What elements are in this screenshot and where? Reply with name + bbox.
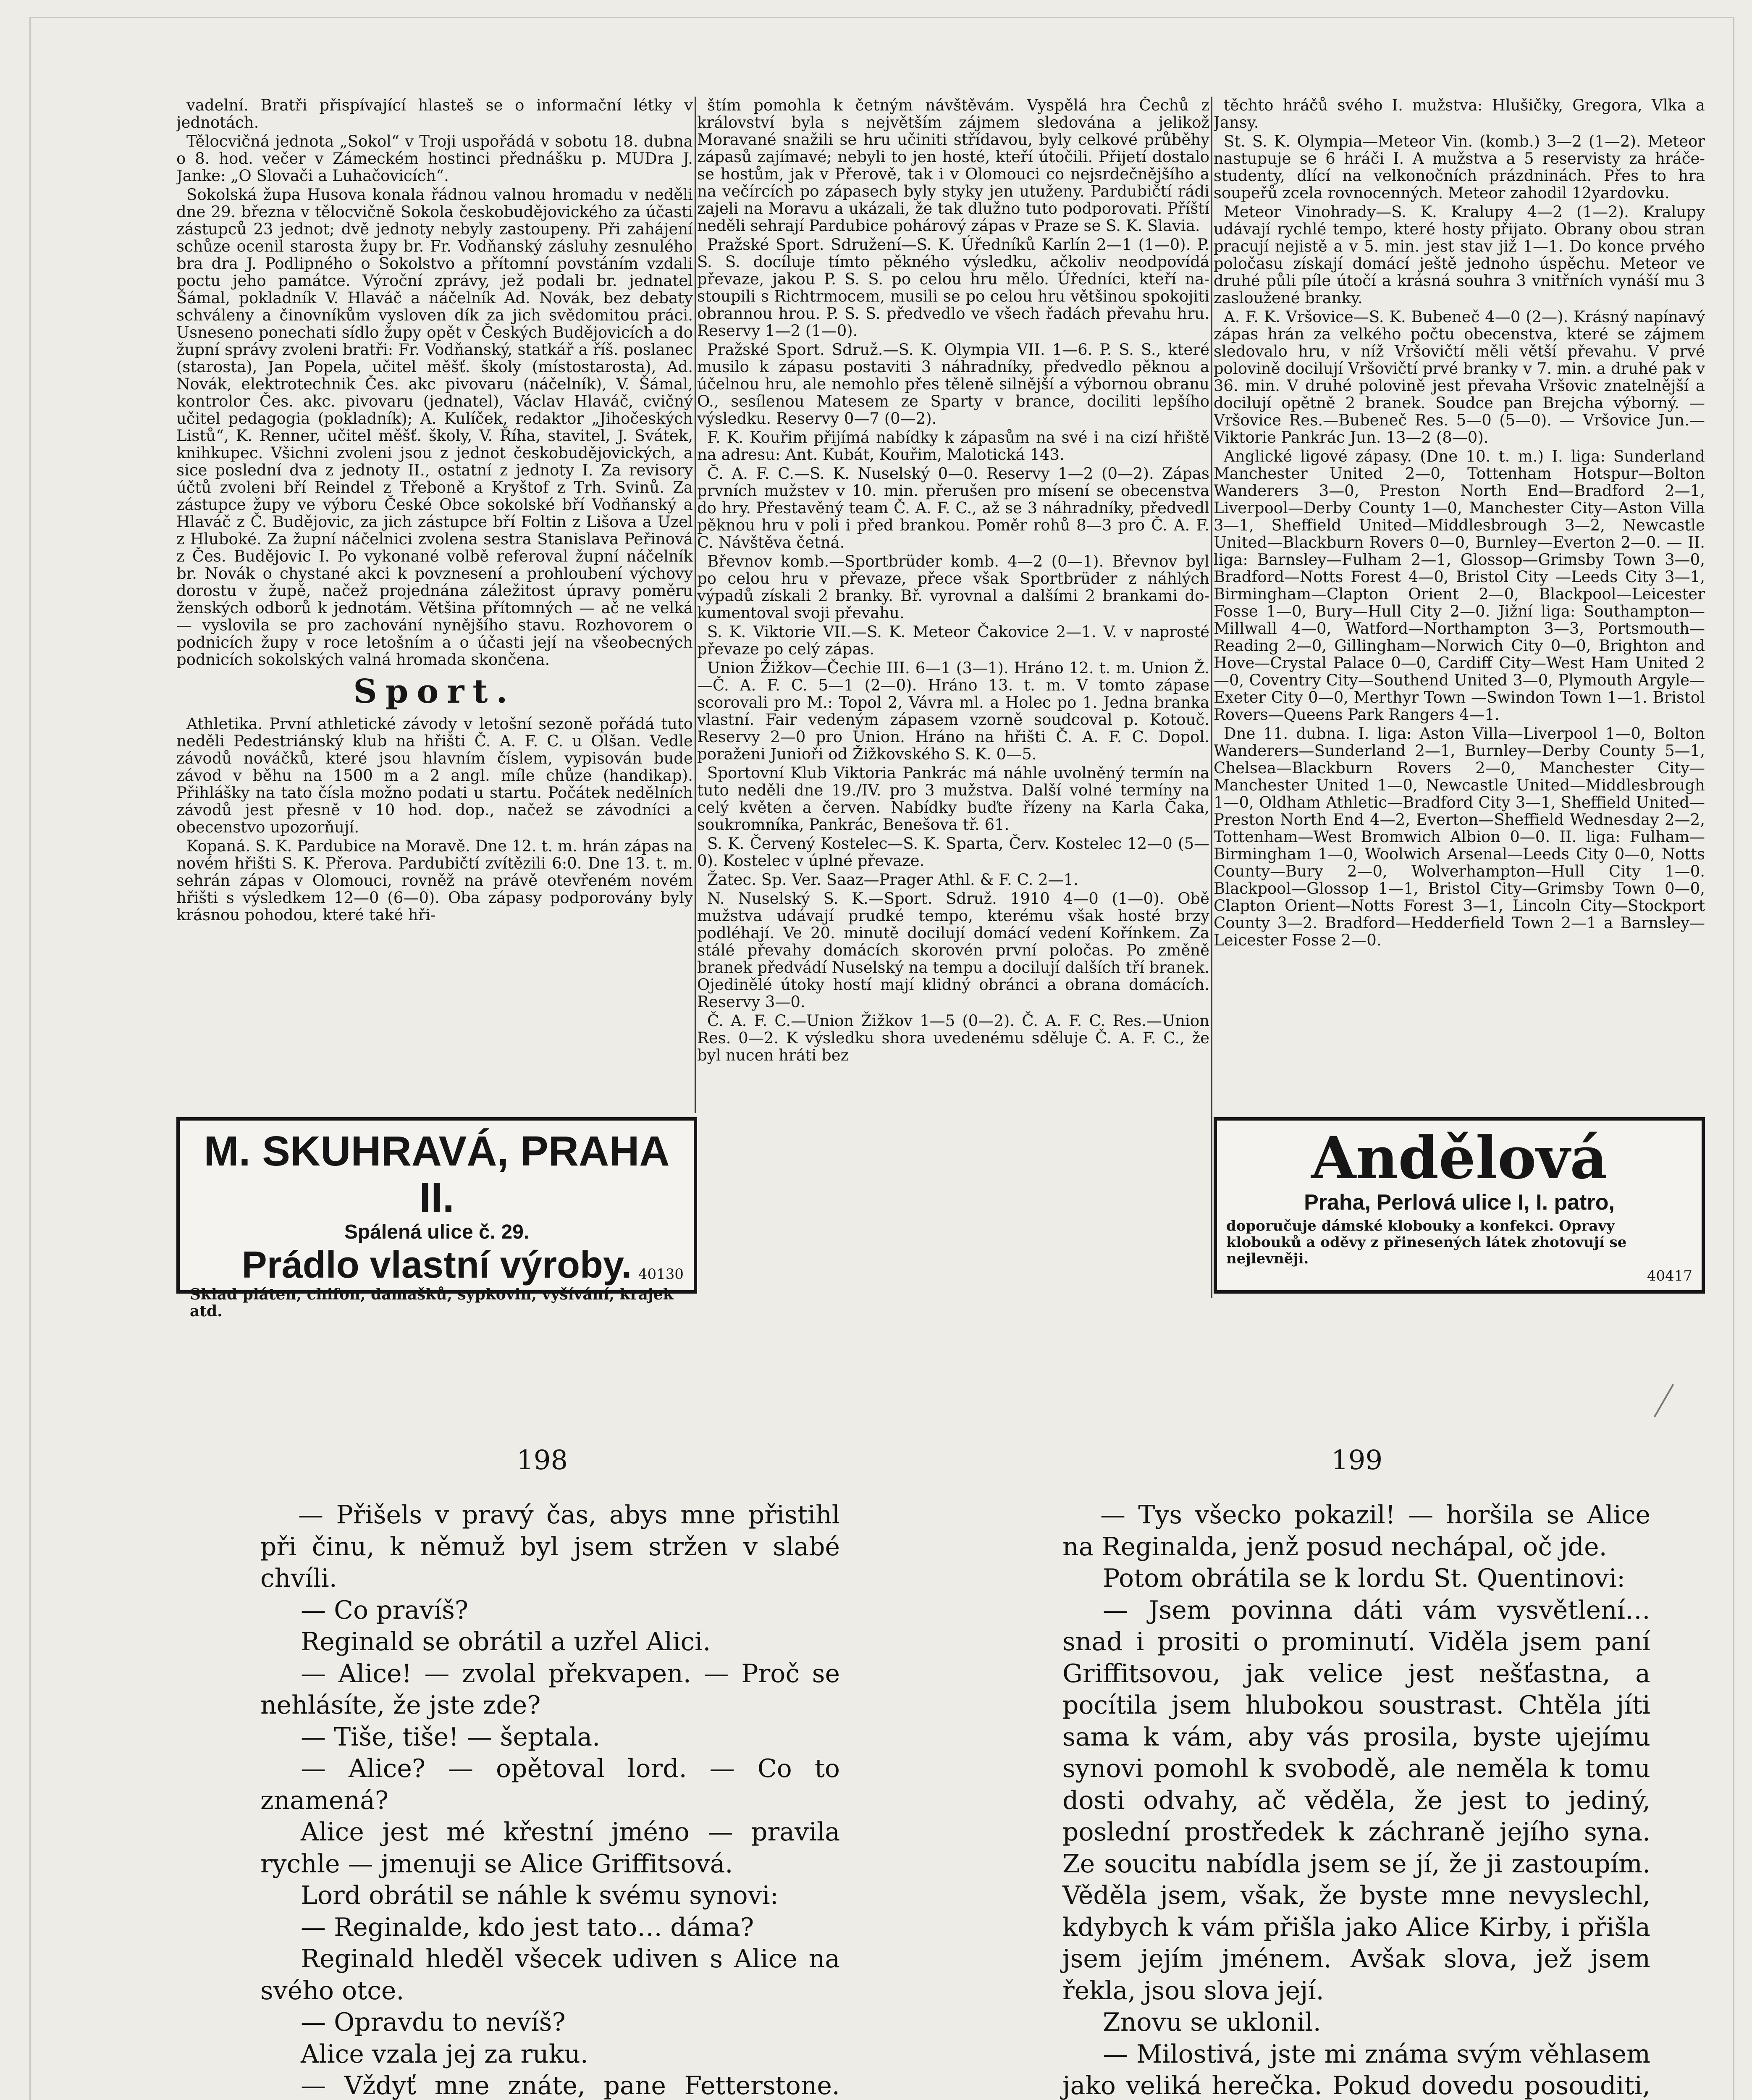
ad-number: 40130 [638, 1266, 684, 1283]
news-paragraph: Břevnov komb.—Sportbrüder komb. 4—2 (0—1). Břevnov byl po celou hru v převaze, přece však Sportbrüder z náhlých výpadů získali 2 branky. Bř. vyrovnal a dalšími 2 brankami dokumentoval svoji převahu. [697, 552, 1209, 622]
novel-paragraph: — Milostivá, jste mi známa svým věhlasem jako veliká herečka. Pokud dovedu posouditi, [1062, 2039, 1650, 2100]
news-paragraph: Meteor Vinohrady—S. K. Kralupy 4—2 (1—2). Kralupy udávají rychlé tempo, které hosty přijato. Obrany obou stran pracují nejistě a v 5. min. jest stav již 1—1. Do konce prvého poločasu získají domácí ještě jednoho úspěchu. Meteor ve druhé půli píle útočí a krásná souhra 3 vnitřních vynáší mu 3 zasloužené branky. [1214, 203, 1705, 307]
novel-paragraph: — Tys všecko pokazil! — horšila se Alice na Reginalda, jenž posud nechápal, oč jde. [1062, 1500, 1650, 1562]
novel-paragraph: — Alice? — opětoval lord. — Co to znamená? [260, 1754, 840, 1815]
sport-section-title: Sport. [353, 672, 516, 711]
ad-address: Praha, Perlová ulice I, I. patro, [1304, 1190, 1615, 1215]
novel-paragraph: — Přišels v pravý čas, abys mne přistihl při činu, k němuž byl jsem stržen v slabé chvíli. [260, 1500, 840, 1593]
novel-paragraph: Znovu se uklonil. [1103, 2008, 1321, 2037]
news-paragraph: štím pomohla k četným návštěvám. Vyspělá hra Čechů z království byla s největším zájmem sledována a jelikož Moravané snažili se hru učiniti střídavou, byly celkové průběhy zápasů zajímavé; nebyli to jen hosté, kteří útočili. Přijetí dostalo se hostům, jak v Přerově, tak i v Olomouci co nejsrdečnějšího a na večírcích po zápasech byly styky jen utuženy. Pardubičtí rádi zajeli na Moravu a ukázali, že tak dlužno tuto podporovati. Příští neděli sehrají Pardubice pohárový zápas v Praze se S. K. Slavia. [697, 97, 1209, 235]
column-rule [695, 97, 696, 1113]
novel-paragraph: — Alice! — zvolal překvapen. — Proč se nehlásíte, že jste zde? [260, 1659, 840, 1720]
news-paragraph: Kopaná. S. K. Pardubice na Moravě. Dne 12. t. m. hrán zápas na novém hřišti S. K. Přerova. Pardubičtí zvítězili 6:0. Dne 13. t. m. sehrán zápas v Olomouci, rovněž na právě otevřeném novém hřišti s výsledkem 12—0 (6—0). Oba zápasy podporovány byly krásnou pohodou, které také hři- [176, 837, 693, 924]
news-column-3 [1214, 97, 1705, 1100]
news-paragraph: vadelní. Bratři přispívající hlasteš se o informační létky v jednotách. [176, 97, 693, 131]
advertisement-andelova [1214, 1117, 1705, 1294]
novel-paragraph: — Tiše, tiše! — šeptala. [301, 1722, 601, 1752]
news-column-1 [176, 97, 693, 1109]
novel-page-right [1062, 1499, 1650, 2100]
page-number-left: 198 [517, 1445, 568, 1476]
news-paragraph: Dne 11. dubna. I. liga: Aston Villa—Liverpool 1—0, Bolton Wanderers—Sunderland 2—1, Burnley—Derby County 5—1, Chelsea—Blackburn Rovers 2—0, Manchester City—Manchester United 1—0, Newcastle United—Middlesbrough 1—0, Oldham Athletic—Bradford City 3—1, Sheffield United—Preston North End 4—2, Everton—Sheffield Wednesday 2—2, Tottenham—West Bromwich Albion 0—0. II. liga: Fulham—Birmingham 1—0, Woolwich Arsenal—Leeds City 0—0, Notts County—Bury 2—0, Wolverhampton—Hull City 1—0. Blackpool—Glossop 1—1, Bristol City—Grimsby Town 0—0, Clapton Orient—Notts Forest 3—1, Lincoln City—Stockport County 3—2. Bradford—Hedderfield Town 2—1 a Barnsley—Leicester Fosse 2—0. [1214, 724, 1705, 949]
news-column-2 [697, 97, 1209, 1298]
ad-details: doporučuje dámské klobouky a konfekci. Opravy klobouků a oděvy z přinesených látek zhotovují se nejlevněji. [1226, 1218, 1627, 1267]
news-paragraph: Č. A. F. C.—Union Žižkov 1—5 (0—2). Č. A. F. C. Res.—Union Res. 0—2. K výsledku shora uvedenému sděluje Č. A. F. C., že byl nucen hráti bez [697, 1012, 1209, 1064]
novel-page-left [260, 1499, 840, 2100]
ad-company-name: Andělová [1311, 1124, 1608, 1192]
page-number-right: 199 [1331, 1445, 1383, 1476]
ad-headline: Prádlo vlastní výroby. [241, 1244, 632, 1286]
novel-paragraph: Reginald se obrátil a uzřel Alici. [301, 1627, 711, 1656]
news-paragraph: S. K. Červený Kostelec—S. K. Sparta, Červ. Kostelec 12—0 (5—0). Kostelec v úplné převaze. [697, 835, 1209, 870]
novel-paragraph: — Jsem povinna dáti vám vysvětlení… snad i prositi o prominutí. Viděla jsem paní Griffitsovou, jak velice jest nešťastna, a pocítila jsem hlubokou soustrast. Chtěla jíti sama k vám, aby vás prosila, byste ujejímu synovi pomohl k svobodě, ale neměla k tomu dosti odvahy, ač věděla, že jest to jediný, poslední prostředek k záchraně jejího syna. Ze soucitu nabídla jsem se jí, že ji zastoupím. Věděla jsem, však, že byste mne nevyslechl, kdybych k vám přišla jako Alice Kirby, i přišla jsem jejím jménem. Avšak slova, jež jsem řekla, jsou slova její. [1062, 1595, 1650, 2006]
novel-paragraph: Reginald hleděl všecek udiven s Alice na svého otce. [260, 1944, 840, 2006]
novel-paragraph: Alice vzala jej za ruku. [301, 2039, 588, 2069]
ad-company-name: M. SKUHRAVÁ, PRAHA II. [204, 1128, 670, 1221]
ad-address: Spálená ulice č. 29. [344, 1221, 530, 1243]
novel-paragraph: — Opravdu to nevíš? [301, 2008, 566, 2037]
ad-number: 40417 [1647, 1268, 1692, 1284]
news-paragraph: S. K. Viktorie VII.—S. K. Meteor Čakovice 2—1. V. v naprosté převaze po celý zápas. [697, 623, 1209, 658]
news-paragraph: Tělocvičná jednota „Sokol“ v Troji uspořádá v sobotu 18. dubna o 8. hod. večer v Zámeckém hostinci přednášku p. MUDra J. Janke: „O Slovači a Luhačovicích“. [176, 132, 693, 185]
novel-paragraph: — Reginalde, kdo jest tato… dáma? [301, 1912, 754, 1942]
news-paragraph: A. F. K. Vršovice—S. K. Bubeneč 4—0 (2—). Krásný napínavý zápas hrán za velkého počtu obecenstva, které se zájmem sledovalo hru, v níž Vršovičtí měli větší převahu. V prvé polovině docilují Vršovičtí prvé branky v 7. min. a druhé pak v 36. min. V druhé polovině jest převaha Vršovic znatelnější a docilují opětně 2 branek. Soudce pan Brejcha výborný. — Vršovice Res.—Bubeneč Res. 5—0 (5—0). — Vršovice Jun.—Viktorie Pankrác Jun. 13—2 (8—0). [1214, 308, 1705, 446]
news-paragraph: těchto hráčů svého I. mužstva: Hlušičky, Gregora, Vlka a Jansy. [1214, 97, 1705, 131]
advertisement-skuhrava [176, 1117, 697, 1320]
news-paragraph: Athletika. První athletické závody v letošní sezoně pořádá tuto neděli Pedestriánský klub na hřišti Č. A. F. C. u Olšan. Vedle závodů nováčků, které jsou hlavním číslem, vypisován bude závod v běhu na 1500 m a 2 angl. míle chůze (handikap). Přihlášky na tato čísla možno podati u startu. Počátek nedělních závodů jest přesně v 10 hod. dop., načež se závodníci a obecenstvo upozorňují. [176, 715, 693, 836]
news-paragraph: Pražské Sport. Sdružení—S. K. Úředníků Karlín 2—1 (1—0). P. S. S. docíluje tímto pěkného výsledku, ačkoliv neodpovídá převaze, jakou P. S. S. po celou hru mělo. Úředníci, kteří nastoupili s Richtrmocem, musili se po celou hru většinou spokojiti obrannou hrou. P. S. S. předvedlo ve všech řadách převahu hru. Reservy 1—2 (1—0). [697, 236, 1209, 340]
news-paragraph: Č. A. F. C.—S. K. Nuselský 0—0. Reservy 1—2 (0—2). Zápas prvních mužstev v 10. min. přerušen pro mísení se obecenstva do hry. Přestavěný team Č. A. F. C., až se 3 náhradníky, předvedl pěknou hru v poli i před brankou. Poměr rohů 8—3 pro Č. A. F. C. Návštěva četná. [697, 465, 1209, 551]
news-paragraph: Union Žižkov—Čechie III. 6—1 (3—1). Hráno 12. t. m. Union Ž.—Č. A. F. C. 5—1 (2—0). Hráno 13. t. m. V tomto zápase scorovali pro M.: Topol 2, Vávra ml. a Holec po 1. Jedna branka vlastní. Fair vedeným zápasem vzorně soudcoval p. Kotouč. Reservy 2—0 pro Union. Hráno na hřišti Č. A. F. C. Dopol. poraženi Junioři od Žižkovského S. K. 0—5. [697, 659, 1209, 763]
news-paragraph: Anglické ligové zápasy. (Dne 10. t. m.) I. liga: Sunderland Manchester United 2—0, Tottenham Hotspur—Bolton Wanderers 3—0, Preston North End—Bradford 2—1, Liverpool—Derby County 1—0, Manchester City—Aston Villa 3—1, Sheffield United—Middlesbrough 3—2, Newcastle United—Blackburn Rovers 0—0, Burnley—Everton 2—0. — II. liga: Barnsley—Fulham 2—1, Glossop—Grimsby Town 3—0, Bradford—Notts Forest 4—0, Bristol City —Leeds City 3—1, Birmingham—Clapton Orient 2—0, Blackpool—Leicester Fosse 1—0, Bury—Hull City 2—0. Jižní liga: Southampton—Millwall 4—0, Watford—Northampton 3—3, Portsmouth—Reading 2—0, Gillingham—Norwich City 0—0, Brighton and Hove—Crystal Palace 0—0, Cardiff City—West Ham United 2—0, Coventry City—Southend United 3—0, Plymouth Argyle—Exeter City 0—0, Merthyr Town —Swindon Town 1—1. Bristol Rovers—Queens Park Rangers 4—1. [1214, 447, 1705, 724]
novel-paragraph: — Co pravíš? [301, 1595, 469, 1625]
novel-paragraph: Potom obrátila se k lordu St. Quentinovi: [1103, 1564, 1626, 1593]
news-paragraph: N. Nuselský S. K.—Sport. Sdruž. 1910 4—0 (1—0). Obě mužstva udávají prudké tempo, kterému však hosté brzy podléhají. Ve 20. minutě docilují domácí vedení Kořínkem. Za stálé převahy domácích skorovén první poločas. Po změně branek předvádí Nuselský na tempu a docilují dalších tří branek. Ojedinělé útoky hostí mají klidný obránci a obrana domácích. Reservy 3—0. [697, 890, 1209, 1011]
news-paragraph: St. S. K. Olympia—Meteor Vin. (komb.) 3—2 (1—2). Meteor nastupuje se 6 hráči I. A mužstva a 5 reservisty za hráče-studenty, dlící na velkonočních prázdninách. Přes to hra soupeřů zcela rovnocenných. Meteor zahodil 12yardovku. [1214, 132, 1705, 202]
news-paragraph: Sportovní Klub Viktoria Pankrác má náhle uvolněný termín na tuto neděli dne 19./IV. pro 3 mužstva. Další volné termíny na celý květen a červen. Nabídky buďte řízeny na Karla Čaka, soukromníka, Pankrác, Benešova tř. 61. [697, 764, 1209, 834]
news-paragraph: Pražské Sport. Sdruž.—S. K. Olympia VII. 1—6. P. S. S., které musilo k zápasu postaviti 3 náhradníky, předvedlo pěknou a účelnou hru, ale nemohlo přes těleně silnější a výbornou obranu O., sesílenou Matesem ze Sparty v brance, dociliti lepšího výsledku. Reservy 0—7 (0—2). [697, 341, 1209, 428]
news-paragraph: Sokolská župa Husova konala řádnou valnou hromadu v neděli dne 29. března v tělocvičně Sokola českobudějovického za účasti zástupců 23 jednot; dvě jednoty nebyly zastoupeny. Při zahájení schůze ocenil starosta župy br. Fr. Vodňanský zásluhy zesnulého bra dra J. Podlipného o Sokolstvo a přítomní povstáním vzdali poctu jeho památce. Výroční zprávy, jež podali br. jednatel Šámal, pokladník V. Hlaváč a náčelník Ad. Novák, bez debaty schváleny a činovníkům vysloven dík za jich svědomitou práci. Usneseno ponechati sídlo župy opět v Českých Budějovicích a do župní správy zvoleni bratři: Fr. Vodňanský, statkář a říš. poslanec (starosta), Jan Popela, učitel měšť. školy (místostarosta), Ad. Novák, elektrotechnik Čes. akc pivovaru (náčelník), V. Šámal, kontrolor Čes. akc. pivovaru (jednatel), Václav Hlaváč, cvičný učitel pedagogia (pokladník); A. Kulíček, redaktor „Jihočeských Listů“, K. Renner, učitel měšť. školy, V. Říha, stavitel, J. Svátek, knihkupec. Všichni zvoleni jsou z jednot českobudějovických, a sice poslední dva z jednoty II., ostatní z jednoty I. Za revisory účtů zvoleni bří Reindel z Třeboně a Kryštof z Trh. Svinů. Za zástupce župy ve výboru České Obce sokolské bří Vodňanský a Hlaváč z Č. Budějovic, za jich zástupce bří Foltin z Lišova a Uzel z Hluboké. Za župní náčelnici zvolena sestra Stanislava Peřinová z Čes. Budějovic I. Po vykonané volbě referoval župní náčelník br. Novák o chystané akci k povznesení a prohloubení výchovy dorostu v župě, načež projednána záležitost úpravy poměru ženských odborů k jednotám. Většina přítomných — ač ne velká — vyslovila se pro zachování nynějšího stavu. Rozhovorem o podnicích župy v roce letošním a o účasti její na všeobecných podnicích sokolských valná hromada skončena. [176, 186, 693, 669]
column-rule [1211, 97, 1212, 1298]
ad-details: Sklad pláten, chifon, damašků, sypkovin, vyšívání, krajek atd. [190, 1286, 674, 1320]
news-paragraph: F. K. Kouřim přijímá nabídky k zápasům na své i na cizí hřiště na adresu: Ant. Kubát, Kouřim, Malotická 143. [697, 428, 1209, 464]
novel-paragraph: — Vždyť mne znáte, pane Fetterstone. [301, 2071, 840, 2100]
novel-paragraph: Alice jest mé křestní jméno — pravila rychle — jmenuji se Alice Griffitsová. [260, 1817, 840, 1879]
news-paragraph: Žatec. Sp. Ver. Saaz—Prager Athl. & F. C. 2—1. [707, 871, 1078, 889]
novel-paragraph: Lord obrátil se náhle k svému synovi: [301, 1881, 779, 1910]
